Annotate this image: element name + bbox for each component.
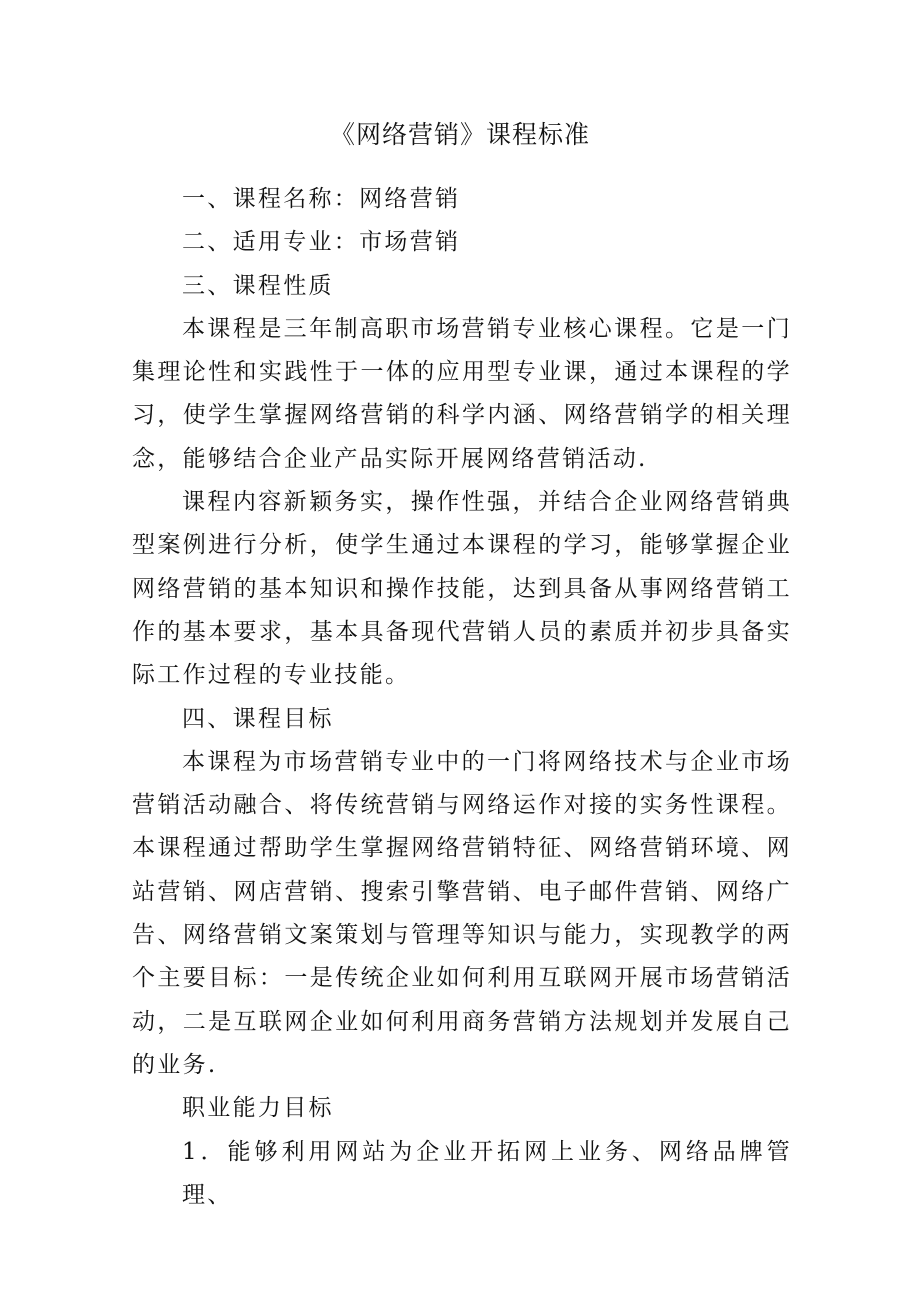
ability-item-1: 1．能够利用网站为企业开拓网上业务、网络品牌管理、 bbox=[182, 1138, 792, 1208]
section-nature-heading: 三、课程性质 bbox=[182, 272, 334, 299]
document-body bbox=[132, 178, 792, 1217]
goals-paragraph-1: 本课程为市场营销专业中的一门将网络技术与企业市场营销活动融合、将传统营销与网络运作对接的实务性课程。本课程通过帮助学生掌握网络营销特征、网络营销环境、网站营销、网店营销、搜索引擎营销、电子邮件营销、网络广告、网络营销文案策划与管理等知识与能力，实现教学的两个主要目标：一是传统企业如何利用互联网开展市场营销活动，二是互联网企业如何利用商务营销方法规划并发展自己的业务. bbox=[132, 748, 792, 1078]
section-ability-heading: 职业能力目标 bbox=[182, 1095, 334, 1122]
section-course-name: 一、课程名称：网络营销 bbox=[182, 186, 461, 212]
section-goals-heading: 四、课程目标 bbox=[182, 705, 334, 732]
nature-paragraph-2: 课程内容新颖务实，操作性强，并结合企业网络营销典型案例进行分析，使学生通过本课程的学习，能够掌握企业网络营销的基本知识和操作技能，达到具备从事网络营销工作的基本要求，基本具备现代营销人员的素质并初步具备实际工作过程的专业技能。 bbox=[132, 489, 792, 689]
section-applicable-major: 二、适用专业：市场营销 bbox=[182, 229, 461, 256]
document-title: 《网络营销》课程标准 bbox=[329, 120, 590, 149]
nature-paragraph-1: 本课程是三年制高职市场营销专业核心课程。它是一门集理论性和实践性于一体的应用型专业课，通过本课程的学习，使学生掌握网络营销的科学内涵、网络营销学的相关理念，能够结合企业产品实际开展网络营销活动. bbox=[132, 315, 792, 472]
